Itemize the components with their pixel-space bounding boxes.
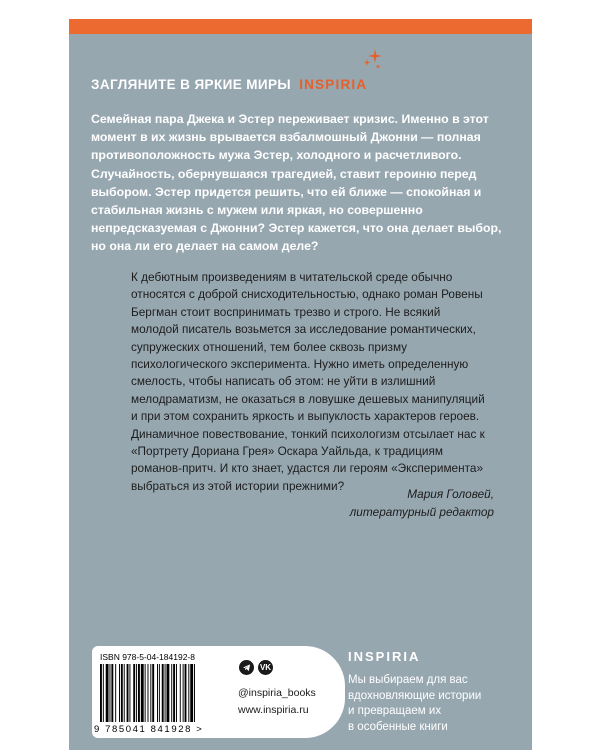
isbn-text: ISBN 978-5-04-184192-8 bbox=[100, 652, 195, 662]
social-card bbox=[227, 646, 345, 738]
website-link[interactable]: www.inspiria.ru bbox=[238, 704, 309, 716]
footer-brand-motto bbox=[348, 673, 518, 735]
barcode-bar bbox=[190, 664, 193, 722]
barcode-bar bbox=[110, 664, 111, 722]
social-handle[interactable]: @inspiria_books bbox=[238, 687, 316, 699]
barcode-bar bbox=[180, 664, 181, 722]
barcode-bar bbox=[106, 664, 109, 722]
barcode-bar bbox=[145, 664, 146, 722]
review-author-role: литературный редактор bbox=[349, 505, 494, 519]
barcode-bar bbox=[185, 664, 187, 722]
motto-line: в особенные книги bbox=[348, 720, 448, 733]
tagline-brand: INSPIRIA bbox=[299, 77, 368, 92]
barcode-bar bbox=[141, 664, 144, 722]
vk-icon[interactable]: VK bbox=[258, 660, 273, 675]
barcode-bar bbox=[150, 664, 151, 722]
barcode-bar bbox=[148, 664, 149, 722]
orange-top-band bbox=[69, 19, 532, 34]
barcode-bar bbox=[129, 664, 130, 722]
review-signature bbox=[319, 485, 494, 521]
motto-line: и превращаем их bbox=[348, 705, 442, 717]
tagline-text: ЗАГЛЯНИТЕ В ЯРКИЕ МИРЫ bbox=[91, 77, 292, 92]
barcode-bar bbox=[121, 664, 123, 722]
barcode-bar bbox=[103, 664, 104, 722]
motto-line: Мы выбираем для вас bbox=[348, 674, 468, 686]
footer-brand-name: INSPIRIA bbox=[348, 649, 421, 664]
barcode-bar bbox=[100, 664, 102, 722]
footer-brand bbox=[348, 649, 518, 735]
barcode-bar bbox=[138, 664, 140, 722]
barcode-bar bbox=[159, 664, 160, 722]
barcode-bar bbox=[119, 664, 120, 722]
barcode-bar bbox=[183, 664, 184, 722]
barcode-number: 9 785041 841928 > bbox=[94, 724, 204, 735]
barcode-bar bbox=[136, 664, 137, 722]
barcode-bar bbox=[171, 664, 172, 722]
review-author: Мария Головей, bbox=[407, 487, 494, 501]
barcode-bar bbox=[173, 664, 175, 722]
telegram-icon[interactable] bbox=[239, 660, 254, 675]
barcode-bar bbox=[162, 664, 164, 722]
synopsis-paragraph: Семейная пара Джека и Эстер переживает кризис. Именно в этот момент в их жизнь врывается взбалмошный Джонни — полная противоположность мужа Эстер, холодного и расчетливого. Случайность, обернувшаяся трагедией, ставит героиню перед выбором. Эстер придется решить, что ей ближе — спокойная и стабильная жизнь с мужем или яркая, но совершенно непредсказуемая с Джонни? Эстер кажется, что она делает выбор, но она ли его делает на самом деле? bbox=[91, 112, 502, 254]
barcode-bar bbox=[152, 664, 154, 722]
barcode-bar bbox=[127, 664, 129, 722]
sparkle-icon bbox=[361, 47, 385, 71]
barcode-bar bbox=[188, 664, 189, 722]
motto-line: вдохновляющие истории bbox=[348, 689, 482, 702]
barcode-bar bbox=[124, 664, 125, 722]
barcode-bar bbox=[115, 664, 116, 722]
barcode-bar bbox=[176, 664, 177, 722]
barcode-bar bbox=[167, 664, 170, 722]
barcode-bar bbox=[165, 664, 166, 722]
review-paragraph: К дебютным произведениям в читательской среде обычно относятся с доброй снисходительностью, однако роман Ровены Бергман стоит воспринимать трезво и строго. Не всякий молодой писатель возьмется за исследование романтических, супружеских отношений, тем более сквозь призму психологического эксперимента. Нужно иметь определенную смелость, чтобы написать об этом: не уйти в излишний мелодраматизм, не оказаться в ловушке дешевых манипуляций и при этом сохранить яркость и выпуклость характеров героев. Динамичное повествование, тонкий психологизм отсылает нас к «Портрету Дориана Грея» Оскара Уайльда, к традициям романов-притч. И кто знает, удастся ли героям «Эксперимента» выбраться из этой истории прежними? bbox=[131, 270, 485, 493]
barcode-bar bbox=[194, 664, 195, 722]
barcode-bar bbox=[111, 664, 113, 722]
header-tagline bbox=[91, 77, 511, 92]
book-back-cover bbox=[69, 19, 532, 750]
social-icons bbox=[239, 660, 273, 675]
barcode-bar bbox=[133, 664, 135, 722]
barcode-bars bbox=[100, 664, 228, 724]
barcode-bar bbox=[157, 664, 158, 722]
